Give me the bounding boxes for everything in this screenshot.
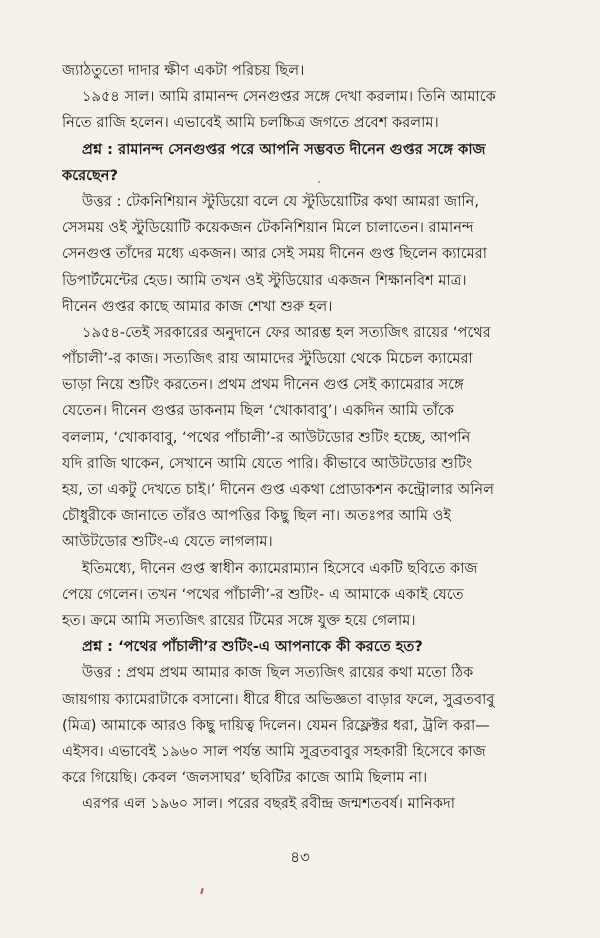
text-line: নিতে রাজি হলেন। এভাবেই আমি চলচ্চিত্র জগতে প্রবেশ করলাম। [62,114,439,132]
question-line: প্রশ্ন : ‘পথের পাঁচালী’র শুটিং-এ আপনাকে কী করতে হত? [82,638,423,656]
text-line: করে গিয়েছি। কেবল ‘জলসাঘর’ ছবিটির কাজে আমি ছিলাম না। [62,769,428,787]
text-line: এইসব। এভাবেই ১৯৬০ সাল পর্যন্ত আমি সুব্রতবাবুর সহকারী হিসেবে কাজ [62,742,486,760]
text-line: এরপর এল ১৯৬০ সাল। পরের বছরই রবীন্দ্র জন্মশতবর্ষ। মানিকদা [82,795,455,813]
page-number: ৪৩ [290,848,310,866]
text-line: উত্তর : প্রথম প্রথম আমার কাজ ছিল সত্যজিৎ রায়ের কথা মতো ঠিক [82,664,474,682]
text-line: পাঁচালী’-র কাজ। সত্যজিৎ রায় আমাদের স্টুডিয়ো থেকে মিচেল ক্যামেরা [62,350,473,368]
paper-speck [318,181,320,183]
text-line: যদি রাজি থাকেন, সেখানে আমি যেতে পারি। কীভাবে আউটডোর শুটিং [62,454,473,472]
text-line: হত। ক্রমে আমি সত্যজিৎ রায়ের টিমের সঙ্গে যুক্ত হয়ে গেলাম। [62,611,416,629]
question-line: প্রশ্ন : রামানন্দ সেনগুপ্তর পরে আপনি সম্ভবত দীনেন গুপ্তর সঙ্গে কাজ [82,140,486,158]
text-line: ১৯৫৪-তেই সরকারের অনুদানে ফের আরম্ভ হল সত্যজিৎ রায়ের ‘পথের [82,323,491,341]
text-line: ডিপার্টমেন্টের হেড। আমি তখন ওই স্টুডিয়োর একজন শিক্ষানবিশ মাত্র। [62,271,467,289]
text-line: (মিত্র) আমাকে আরও কিছু দায়িত্ব দিলেন। যেমন রিফ্লেক্টর ধরা, ট্রলি করা— [62,716,490,734]
text-line: সেনগুপ্ত তাঁদের মধ্যে একজন। আর সেই সময় দীনেন গুপ্ত ছিলেন ক্যামেরা [62,245,487,263]
text-line: ১৯৫৪ সাল। আমি রামানন্দ সেনগুপ্তর সঙ্গে দেখা করলাম। তিনি আমাকে [82,88,496,106]
text-line: জায়গায় ক্যামেরাটাকে বসানো। ধীরে ধীরে অভিজ্ঞতা বাড়ার ফলে, সুব্রতবাবু [62,690,495,708]
text-line: দীনেন গুপ্তর কাছে আমার কাজ শেখা শুরু হল। [62,297,333,315]
text-line: যেতেন। দীনেন গুপ্তর ডাকনাম ছিল ‘খোকাবাবু’। একদিন আমি তাঁকে [62,402,454,420]
body-text [62,58,520,817]
text-line: বললাম, ‘খোকাবাবু, ‘পথের পাঁচালী’-র আউটডোর শুটিং হচ্ছে, আপনি [62,428,471,446]
text-line: পেয়ে গেলেন। তখন ‘পথের পাঁচালী’-র শুটিং- এ আমাকে একাই যেতে [62,585,464,603]
text-line: ইতিমধ্যে, দীনেন গুপ্ত স্বাধীন ক্যামেরাম্যান হিসেবে একটি ছবিতে কাজ [82,559,478,577]
text-line: হয়, তা একটু দেখতে চাই।’ দীনেন গুপ্ত একথা প্রোডাকশন কন্ট্রোলার অনিল [62,481,495,498]
text-line: উত্তর : টেকনিশিয়ান স্টুডিয়ো বলে যে স্টুডিয়োটির কথা আমরা জানি, [82,192,479,210]
text-line: জ্যাঠতুতো দাদার ক্ষীণ একটা পরিচয় ছিল। [62,62,305,79]
text-line: সেসময় ওই স্টুডিয়োটি কয়েকজন টেকনিশিয়ান মিলে চালাতেন। রামানন্দ [62,219,474,237]
text-line: আউটডোর শুটিং-এ যেতে লাগলাম। [62,533,273,551]
text-line: ভাড়া নিয়ে শুটিং করতেন। প্রথম প্রথম দীনেন গুপ্ত সেই ক্যামেরার সঙ্গে [62,376,464,394]
question-line: করেছেন? [62,166,118,184]
paper-mark [200,888,203,894]
text-line: চৌধুরীকে জানাতে তাঁরও আপত্তির কিছু ছিল না। অতঃপর আমি ওই [62,507,451,525]
